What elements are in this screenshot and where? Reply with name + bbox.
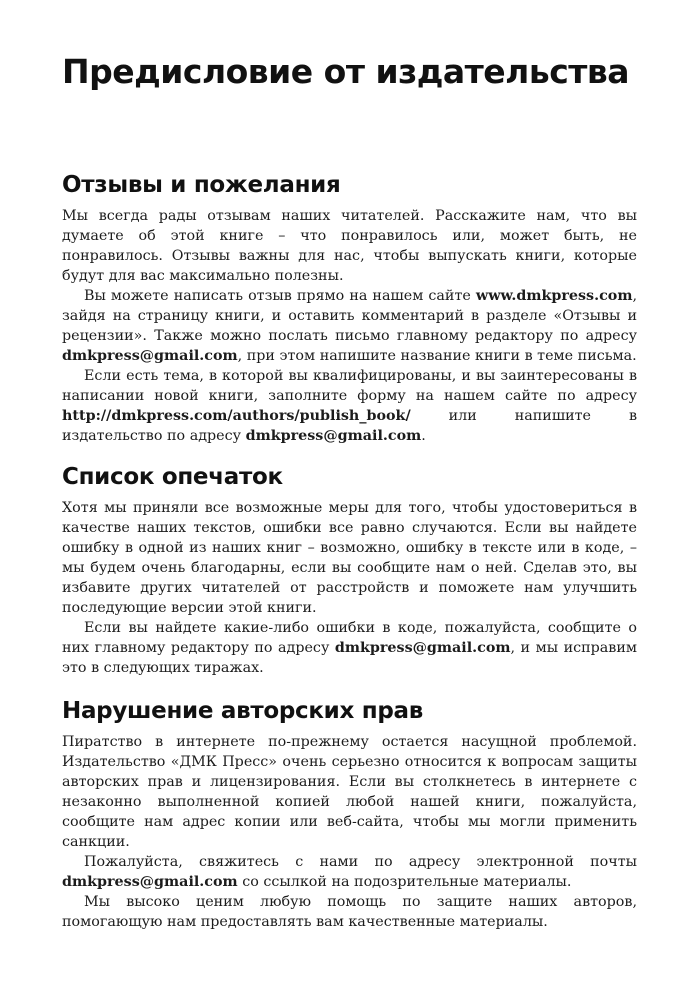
text-run: Если есть тема, в которой вы квалифицированы, и вы заинтересованы в написании новой книги, заполните форму на нашем сайте по адресу [62, 368, 637, 404]
paragraph [62, 618, 637, 678]
text-run: , и мы исправим это в следующих тиражах. [62, 640, 638, 676]
paragraph [62, 498, 637, 618]
text-run: Пиратство в интернете по-прежнему остается насущной проблемой. Издательство «ДМК Пресс» очень серьезно относится к вопросам защиты авторских прав и лицензирования. Если вы столкнетесь в интернете с незаконно выполненной копией любой нашей книги, пожалуйста, сообщите нам адрес копии или веб-сайта, чтобы мы могли применить санкции. [62, 734, 637, 850]
section-heading: Нарушение авторских прав [62, 698, 423, 724]
email-link[interactable]: dmkpress@gmail.com [62, 874, 238, 890]
text-run: Пожалуйста, свяжитесь с нами по адресу электронной почты [84, 854, 637, 870]
paragraph [62, 206, 637, 286]
section-errata [62, 462, 637, 678]
publish-book-link[interactable]: http://dmkpress.com/authors/publish_book/ [62, 408, 411, 424]
paragraph [62, 892, 637, 932]
text-run: Если вы найдете какие-либо ошибки в коде, пожалуйста, сообщите о них главному редактору по адресу [62, 620, 637, 656]
section-heading: Список опечаток [62, 464, 283, 490]
paragraph [62, 366, 637, 446]
text-run: Мы высоко ценим любую помощь по защите наших авторов, помогающую нам предоставлять вам качественные материалы. [62, 894, 637, 930]
paragraph [62, 286, 637, 366]
text-run: , при этом напишите название книги в теме письма. [237, 348, 637, 364]
email-link[interactable]: dmkpress@gmail.com [62, 348, 238, 364]
email-link[interactable]: dmkpress@gmail.com [245, 428, 422, 444]
text-run: . [421, 428, 426, 444]
text-run: или напишите в издательство по адресу [62, 408, 637, 444]
paragraph [62, 852, 637, 892]
text-run: Мы всегда рады отзывам наших читателей. Расскажите нам, что вы думаете об этой книге – что понравилось или, может быть, не понравилось. Отзывы важны для нас, чтобы выпускать книги, которые будут для вас максимально полезны. [62, 208, 637, 284]
document-page [62, 40, 637, 932]
section-heading: Отзывы и пожелания [62, 172, 341, 198]
website-link[interactable]: www.dmkpress.com [475, 288, 633, 304]
section-copyright [62, 696, 637, 932]
page-title: Предисловие от издательства [62, 52, 630, 91]
section-feedback [62, 170, 637, 446]
text-run: , зайдя на страницу книги, и оставить комментарий в разделе «Отзывы и рецензии». Также можно послать письмо главному редактору по адресу [62, 288, 637, 344]
paragraph [62, 732, 637, 852]
text-run: со ссылкой на подозрительные материалы. [237, 874, 572, 890]
email-link[interactable]: dmkpress@gmail.com [334, 640, 511, 656]
text-run: Хотя мы приняли все возможные меры для того, чтобы удостовериться в качестве наших текстов, ошибки все равно случаются. Если вы найдете ошибку в одной из наших книг – возможно, ошибку в тексте или в коде, – мы будем очень благодарны, если вы сообщите нам о ней. Сделав это, вы избавите других читателей от расстройств и поможете нам улучшить последующие версии этой книги. [62, 500, 637, 616]
text-run: Вы можете написать отзыв прямо на нашем сайте [84, 288, 476, 304]
